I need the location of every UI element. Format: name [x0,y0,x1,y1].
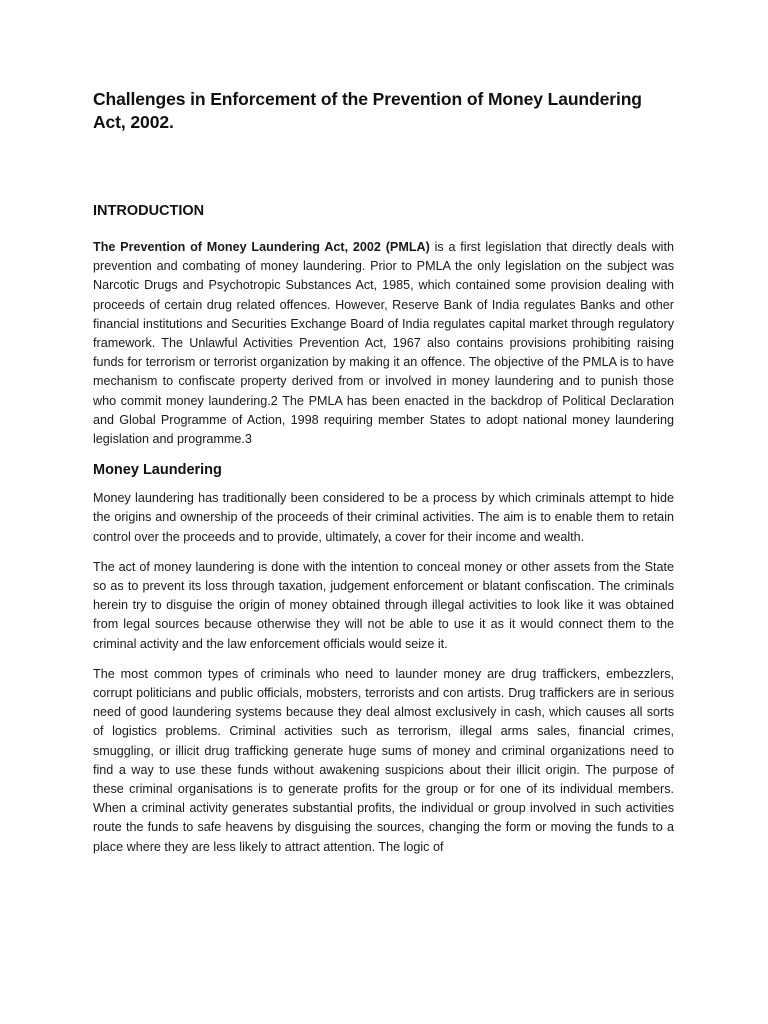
intro-body-text: is a first legislation that directly deals with prevention and combating of money laundering. Prior to PMLA the only legislation on the subject was Narcotic Drugs and Psychotropic Substances Act, 1985, which contained some provision dealing with proceeds of certain drug related offences. However, Reserve Bank of India regulates Banks and other financial institutions and Securities Exchange Board of India regulates capital market through regulatory framework. The Unlawful Activities Prevention Act, 1967 also contains provisions prohibiting raising funds for terrorism or terrorist organization by making it an offence. The objective of the PMLA is to have mechanism to confiscate property derived from or involved in money laundering and to punish those who commit money laundering.2 The PMLA has been enacted in the backdrop of Political Declaration and Global Programme of Action, 1998 requiring member States to adopt national money laundering legislation and programme.3 [93,240,674,447]
document-page [93,88,674,854]
introduction-paragraph [93,238,674,449]
document-body [93,238,674,868]
document-title: Challenges in Enforcement of the Prevention of Money Laundering Act, 2002. [93,89,642,132]
body-paragraph-1: Money laundering has traditionally been considered to be a process by which criminals attempt to hide the origins and ownership of the proceeds of their criminal activities. The aim is to enable them to retain control over the proceeds and to provide, ultimately, a cover for their income and wealth. [93,491,674,544]
introduction-heading: INTRODUCTION [93,203,205,219]
body-paragraph-3: The most common types of criminals who need to launder money are drug traffickers, embezzlers, corrupt politicians and public officials, mobsters, terrorists and con artists. Drug traffickers are in serious need of good laundering systems because they deal almost exclusively in cash, which causes all sorts of logistics problems. Criminal activities such as terrorism, illegal arms sales, financial crimes, smuggling, or illicit drug trafficking generate huge sums of money and criminal organizations need to find a way to use these funds without awakening suspicions about their illicit origin. The purpose of these criminal organisations is to generate profits for the group or for one of its individual members. When a criminal activity generates substantial profits, the individual or group involved in such activities route the funds to safe heavens by disguising the sources, changing the form or moving the funds to a place where they are less likely to attract attention. The logic of [93,666,674,854]
body-paragraph-2: The act of money laundering is done with the intention to conceal money or other assets from the State so as to prevent its loss through taxation, judgement enforcement or blatant confiscation. The criminals herein try to disguise the origin of money obtained through illegal activities to look like it was obtained from legal sources because otherwise they will not be able to use it as it would connect them to the criminal activity and the law enforcement officials would seize it. [93,559,674,651]
money-laundering-heading: Money Laundering [93,462,222,479]
intro-lead-text: The Prevention of Money Laundering Act, 2002 (PMLA) [93,240,430,254]
